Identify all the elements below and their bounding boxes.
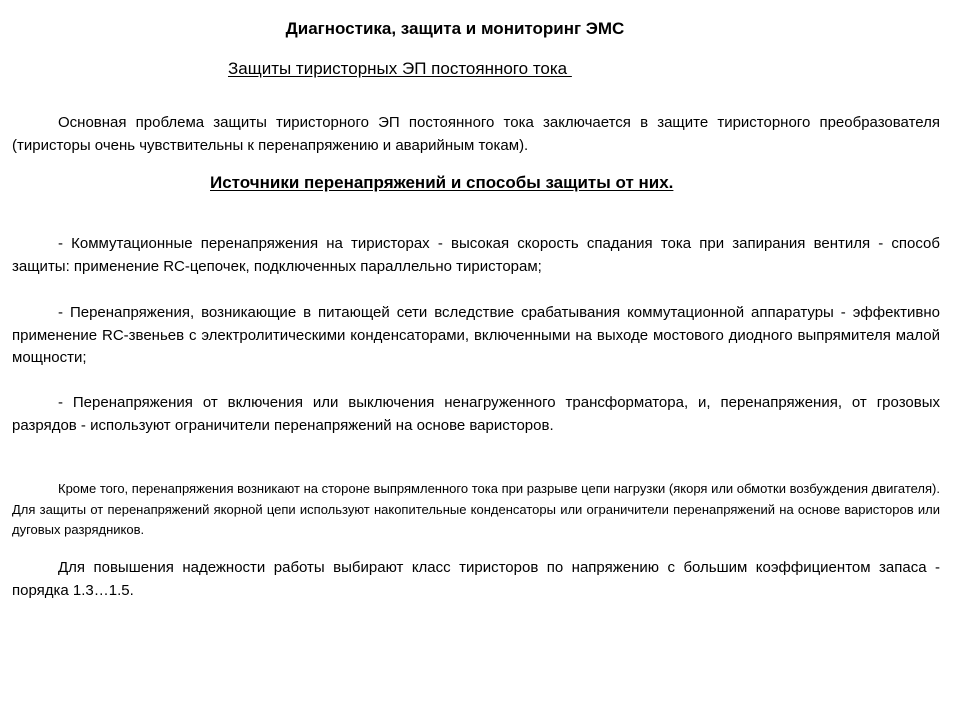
conclusion-paragraph: Для повышения надежности работы выбирают класс тиристоров по напряжению с большим коэффициентом запаса - порядка 1.3…1.5. [12,559,940,599]
list-item-switching-overvoltage: - Коммутационные перенапряжения на тиристорах - высокая скорость спадания тока при запирания вентиля - способ защиты: применение RC-цепочек, подключенных параллельно тиристорам; [12,235,940,275]
list-item-transformer-lightning-overvoltage: - Перенапряжения от включения или выключения ненагруженного трансформатора, и, перенапряжения, от грозовых разрядов - используют ограничители перенапряжений на основе варисторов. [12,394,940,434]
section-title: Источники перенапряжений и способы защиты от них. [210,173,674,192]
note-paragraph: Кроме того, перенапряжения возникают на стороне выпрямленного тока при разрыве цепи нагрузки (якоря или обмотки возбуждения двигателя). Для защиты от перенапряжений якорной цепи используют накопительные конденсаторы или ограничители перенапряжений на основе варисторов или дуговых разрядников. [12,481,940,537]
intro-paragraph: Основная проблема защиты тиристорного ЭП постоянного тока заключается в защите тиристорного преобразователя (тиристоры очень чувствительны к перенапряжению и аварийным токам). [12,114,940,154]
list-item-supply-network-overvoltage: - Перенапряжения, возникающие в питающей сети вследствие срабатывания коммутационной аппаратуры - эффективно применение RC-звеньев с электролитическими конденсаторами, включенными на выходе мостового диодного выпрямителя малой мощности; [12,304,940,366]
page-subtitle: Защиты тиристорных ЭП постоянного тока [228,59,572,78]
page-title: Диагностика, защита и мониторинг ЭМС [285,19,625,38]
